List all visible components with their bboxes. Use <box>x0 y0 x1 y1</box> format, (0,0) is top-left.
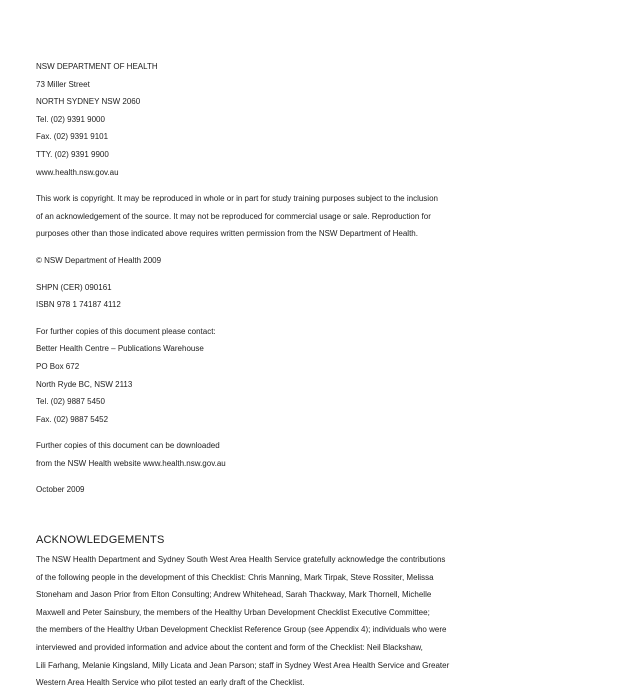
identifiers-block <box>36 279 496 314</box>
further-copies-line: Tel. (02) 9887 5450 <box>36 397 105 407</box>
copyright-notice-line: This work is copyright. It may be reproduced in whole or in part for study training purposes subject to the inclusion <box>36 194 438 204</box>
copyright-line: © NSW Department of Health 2009 <box>36 255 162 265</box>
acknowledgements-heading: ACKNOWLEDGEMENTS <box>36 534 165 547</box>
date-block <box>36 481 496 499</box>
website-link[interactable]: www.health.nsw.gov.au <box>36 167 119 177</box>
acknowledgements-line: Lili Farhang, Melanie Kingsland, Milly Licata and Jean Parson; staff in Sydney West Area Health Service and Greater <box>36 660 450 670</box>
acknowledgements-line: Stoneham and Jason Prior from Elton Consulting; Andrew Whitehead, Sarah Thackway, Mark Thornell, Michelle <box>36 590 432 600</box>
acknowledgements-line: the members of the Healthy Urban Development Checklist Reference Group (see Appendix 4); individuals who were <box>36 625 447 635</box>
address-block <box>36 58 496 181</box>
document-page <box>36 58 496 693</box>
address-line: Fax. (02) 9391 9101 <box>36 132 109 142</box>
further-copies-line: PO Box 672 <box>36 361 80 371</box>
publication-date: October 2009 <box>36 485 85 495</box>
shpn-line: SHPN (CER) 090161 <box>36 282 112 292</box>
copyright-statement <box>36 252 496 270</box>
further-copies-line: Fax. (02) 9887 5452 <box>36 414 109 424</box>
address-line: TTY. (02) 9391 9900 <box>36 149 109 159</box>
copyright-notice-line: of an acknowledgement of the source. It may not be reproduced for commercial usage or sale. Reproduction for <box>36 211 431 221</box>
isbn-line: ISBN 978 1 74187 4112 <box>36 300 121 310</box>
copyright-notice <box>36 190 496 243</box>
further-copies-line: Better Health Centre – Publications Warehouse <box>36 344 204 354</box>
acknowledgements-line: Maxwell and Peter Sainsbury, the members of the Healthy Urban Development Checklist Executive Committee; <box>36 607 430 617</box>
acknowledgements-line: Western Area Health Service who pilot tested an early draft of the Checklist. <box>36 678 305 688</box>
acknowledgements-line: interviewed and provided information and advice about the content and form of the Checklist: Neil Blackshaw, <box>36 643 423 653</box>
address-line: Tel. (02) 9391 9000 <box>36 114 105 124</box>
further-copies-line: North Ryde BC, NSW 2113 <box>36 379 133 389</box>
address-line: 73 Miller Street <box>36 79 90 89</box>
copyright-notice-line: purposes other than those indicated above requires written permission from the NSW Department of Health. <box>36 229 418 239</box>
download-block <box>36 437 496 472</box>
download-line: Further copies of this document can be downloaded <box>36 441 220 451</box>
further-copies-line: For further copies of this document please contact: <box>36 326 216 336</box>
download-line: from the NSW Health website www.health.nsw.gov.au <box>36 458 226 468</box>
acknowledgements-line: of the following people in the development of this Checklist: Chris Manning, Mark Tirpak, Steve Rossiter, Melissa <box>36 572 434 582</box>
address-line: NORTH SYDNEY NSW 2060 <box>36 97 141 107</box>
acknowledgements-line: The NSW Health Department and Sydney South West Area Health Service gratefully acknowledge the contributions <box>36 555 446 565</box>
further-copies-block <box>36 323 496 429</box>
acknowledgements-body <box>36 551 496 692</box>
address-line: NSW DEPARTMENT OF HEALTH <box>36 62 158 71</box>
